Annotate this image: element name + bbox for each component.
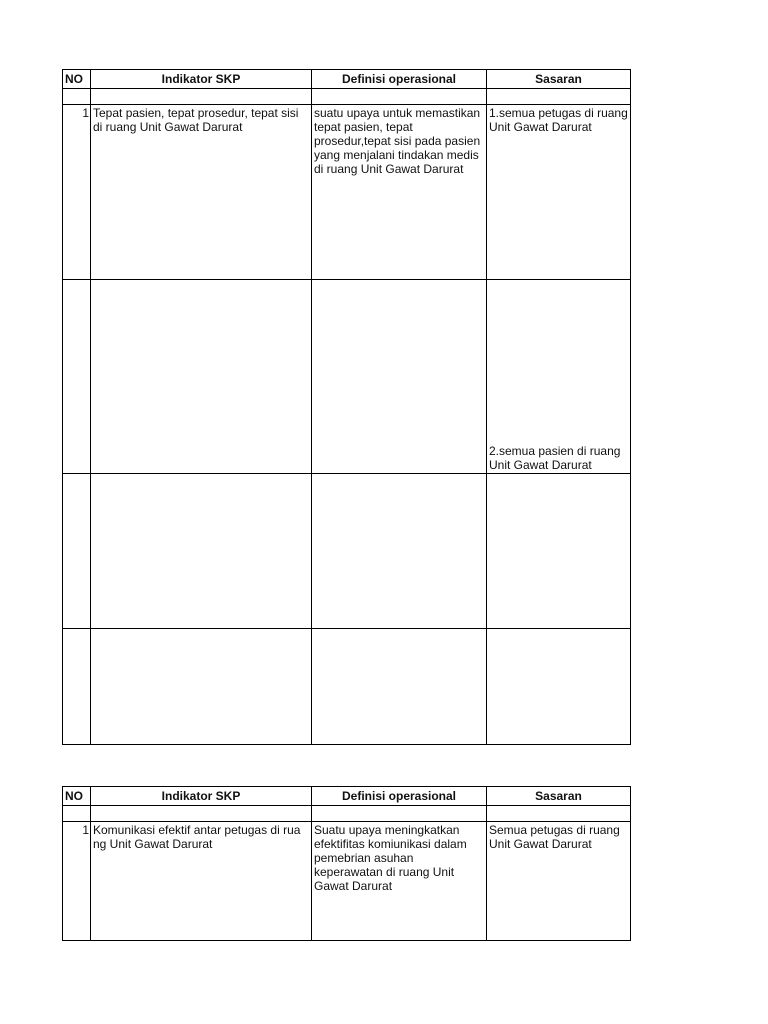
empty-cell: [312, 89, 487, 105]
header-indikator: Indikator SKP: [91, 787, 312, 806]
table-row: [63, 822, 631, 941]
empty-cell: [487, 474, 631, 629]
definisi-cell: Suatu upaya meningkatkan efektifitas komiunikasi dalam pemebrian asuhan keperawatan di ruang Unit Gawat Darurat: [312, 822, 487, 941]
row-number: 1: [63, 105, 91, 280]
spacer-row: [63, 89, 631, 105]
empty-cell: [487, 806, 631, 822]
header-row: [63, 70, 631, 89]
empty-cell: [312, 806, 487, 822]
sasaran-cell: Semua petugas di ruang Unit Gawat Darurat: [487, 822, 631, 941]
definisi-cell: suatu upaya untuk memastikan tepat pasien, tepat prosedur,tepat sisi pada pasien yang menjalani tindakan medis di ruang Unit Gawat Darurat: [312, 105, 487, 280]
sasaran-cell: 1.semua petugas di ruang Unit Gawat Darurat: [487, 105, 631, 280]
indikator-cell: Tepat pasien, tepat prosedur, tepat sisi di ruang Unit Gawat Darurat: [91, 105, 312, 280]
spacer-row: [63, 806, 631, 822]
empty-cell: [487, 89, 631, 105]
empty-cell: [312, 474, 487, 629]
header-definisi: Definisi operasional: [312, 787, 487, 806]
empty-cell: [487, 629, 631, 745]
row-number: 1: [63, 822, 91, 941]
skp-table-1: [62, 69, 631, 745]
table-row: [63, 629, 631, 745]
table-row: [63, 105, 631, 280]
empty-cell: [91, 280, 312, 474]
empty-cell: [63, 89, 91, 105]
header-sasaran: Sasaran: [487, 787, 631, 806]
skp-table-2: [62, 786, 631, 941]
empty-cell: [91, 474, 312, 629]
empty-cell: [63, 474, 91, 629]
header-sasaran: Sasaran: [487, 70, 631, 89]
empty-cell: [91, 806, 312, 822]
empty-cell: [91, 89, 312, 105]
table-row: [63, 280, 631, 474]
empty-cell: [63, 629, 91, 745]
indikator-cell: Komunikasi efektif antar petugas di rua ng Unit Gawat Darurat: [91, 822, 312, 941]
header-definisi: Definisi operasional: [312, 70, 487, 89]
empty-cell: [63, 806, 91, 822]
empty-cell: [91, 629, 312, 745]
header-indikator: Indikator SKP: [91, 70, 312, 89]
sasaran-text: 2.semua pasien di ruang Unit Gawat Darurat: [489, 444, 621, 472]
sasaran-cell: [487, 280, 631, 474]
empty-cell: [312, 629, 487, 745]
empty-cell: [312, 280, 487, 474]
table-row: [63, 474, 631, 629]
header-no: NO: [63, 787, 91, 806]
header-row: [63, 787, 631, 806]
empty-cell: [63, 280, 91, 474]
header-no: NO: [63, 70, 91, 89]
